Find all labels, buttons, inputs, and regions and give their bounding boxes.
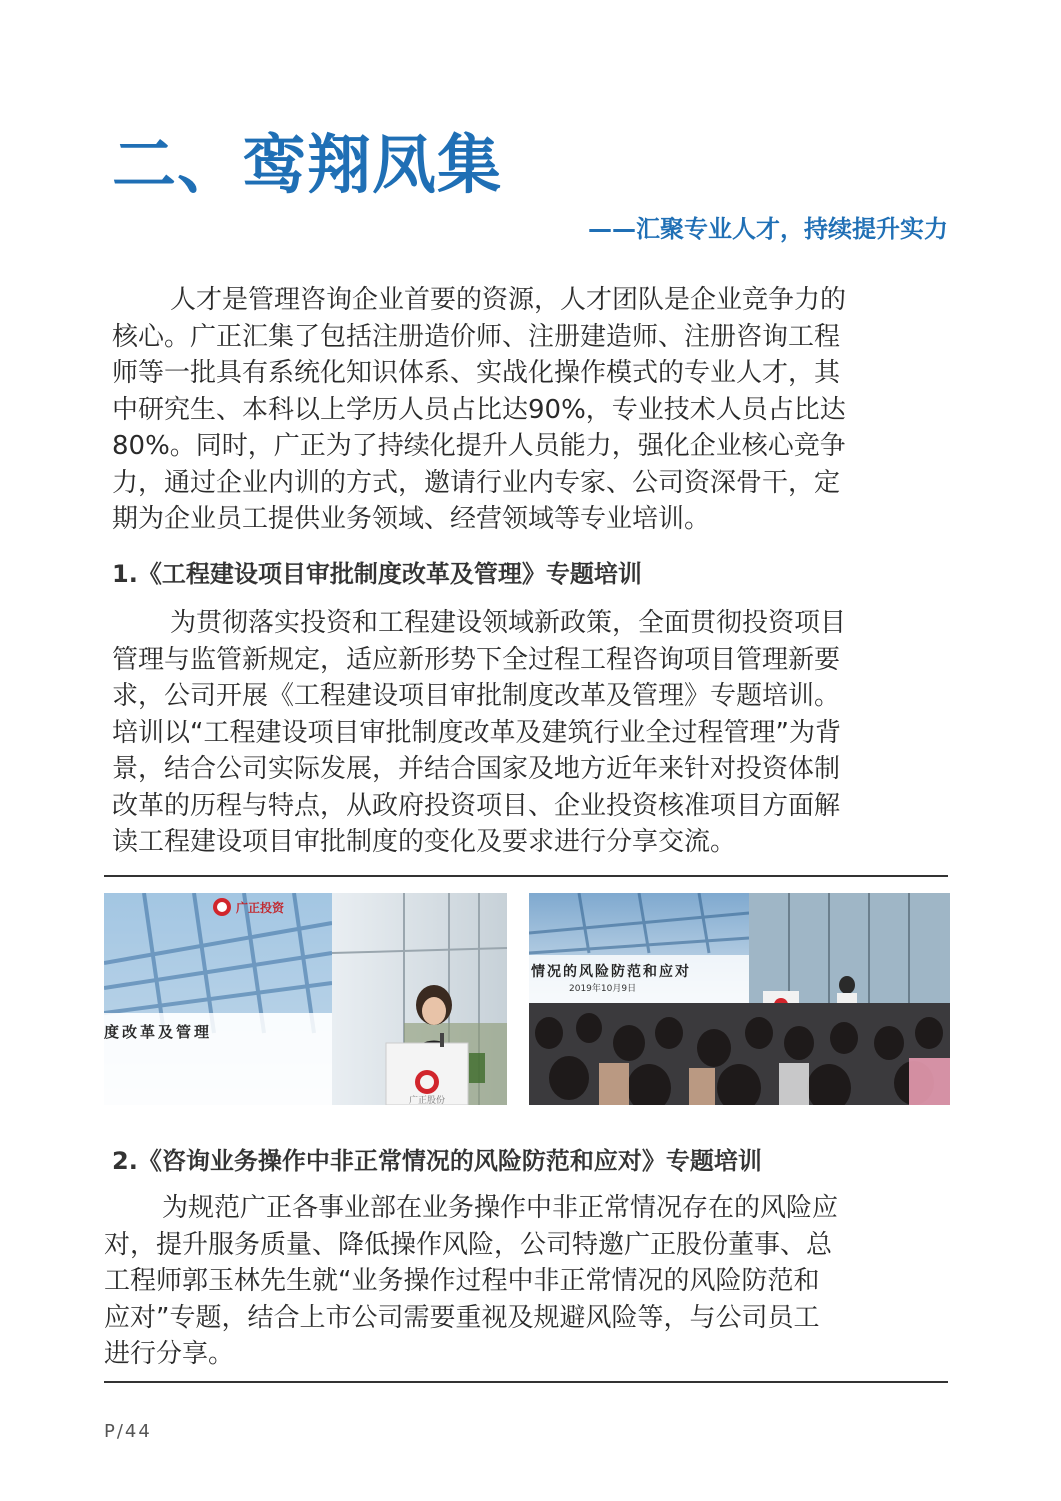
left-podium-text: 广正股份	[409, 1096, 446, 1105]
intro-line: 80%。同时，广正为了持续化提升人员能力，强化企业核心竞争	[112, 431, 846, 461]
section2-line: 工程师郭玉林先生就“业务操作过程中非正常情况的风险防范和	[104, 1266, 820, 1296]
section1-line: 求，公司开展《工程建设项目审批制度改革及管理》专题培训。	[112, 681, 841, 711]
intro-line: 中研究生、本科以上学历人员占比达90%，专业技术人员占比达	[112, 394, 846, 425]
intro-line: 力，通过企业内训的方式，邀请行业内专家、公司资深骨干，定	[112, 467, 841, 498]
right-screen-text: 情况的风险防范和应对	[531, 964, 691, 980]
training-photo-right-image	[529, 893, 950, 1105]
section1-line: 读工程建设项目审批制度的变化及要求进行分享交流。	[112, 827, 737, 857]
page-number: P/44	[104, 1421, 152, 1442]
section1-line: 改革的历程与特点，从政府投资项目、企业投资核准项目方面解	[112, 790, 841, 821]
section1-line: 管理与监管新规定，适应新形势下全过程工程咨询项目管理新要	[112, 644, 841, 675]
intro-line: 核心。广正汇集了包括注册造价师、注册建造师、注册咨询工程	[112, 321, 841, 352]
section2-line: 应对”专题，结合上市公司需要重视及规避风险等，与公司员工	[104, 1302, 820, 1333]
section2-paragraph	[104, 1190, 949, 1373]
section1-paragraph	[112, 605, 957, 861]
section1-heading: 1.《工程建设项目审批制度改革及管理》专题培训	[112, 560, 642, 588]
section1-line: 为贯彻落实投资和工程建设领域新政策，全面贯彻投资项目	[170, 608, 847, 638]
training-photo-left-image	[104, 893, 507, 1105]
intro-line: 期为企业员工提供业务领域、经营领域等专业培训。	[112, 504, 711, 534]
page-title: 二、鸾翔凤集	[112, 129, 502, 203]
intro-paragraph	[112, 282, 957, 538]
section2-line: 为规范广正各事业部在业务操作中非正常情况存在的风险应	[162, 1193, 839, 1223]
section1-line: 景，结合公司实际发展，并结合国家及地方近年来针对投资体制	[112, 754, 841, 784]
intro-line: 师等一批具有系统化知识体系、实战化操作模式的专业人才，其	[112, 358, 841, 388]
section2-line: 对，提升服务质量、降低操作风险，公司特邀广正股份董事、总	[104, 1229, 833, 1260]
section2-heading: 2.《咨询业务操作中非正常情况的风险防范和应对》专题培训	[112, 1147, 762, 1175]
section-divider-top	[104, 875, 948, 877]
section2-line: 进行分享。	[104, 1339, 235, 1369]
page-subtitle: ——汇聚专业人才，持续提升实力	[588, 215, 948, 243]
intro-line: 人才是管理咨询企业首要的资源，人才团队是企业竞争力的	[170, 285, 847, 315]
training-photo-left	[104, 893, 507, 1105]
section-divider-bottom	[104, 1381, 948, 1383]
left-screen-text: 度改革及管理	[104, 1023, 213, 1041]
section1-line: 培训以“工程建设项目审批制度改革及建筑行业全过程管理”为背	[112, 717, 841, 748]
left-screen-logo: 广正投资	[236, 901, 285, 915]
right-screen-date: 2019年10月9日	[569, 984, 637, 994]
training-photo-right	[529, 893, 950, 1105]
